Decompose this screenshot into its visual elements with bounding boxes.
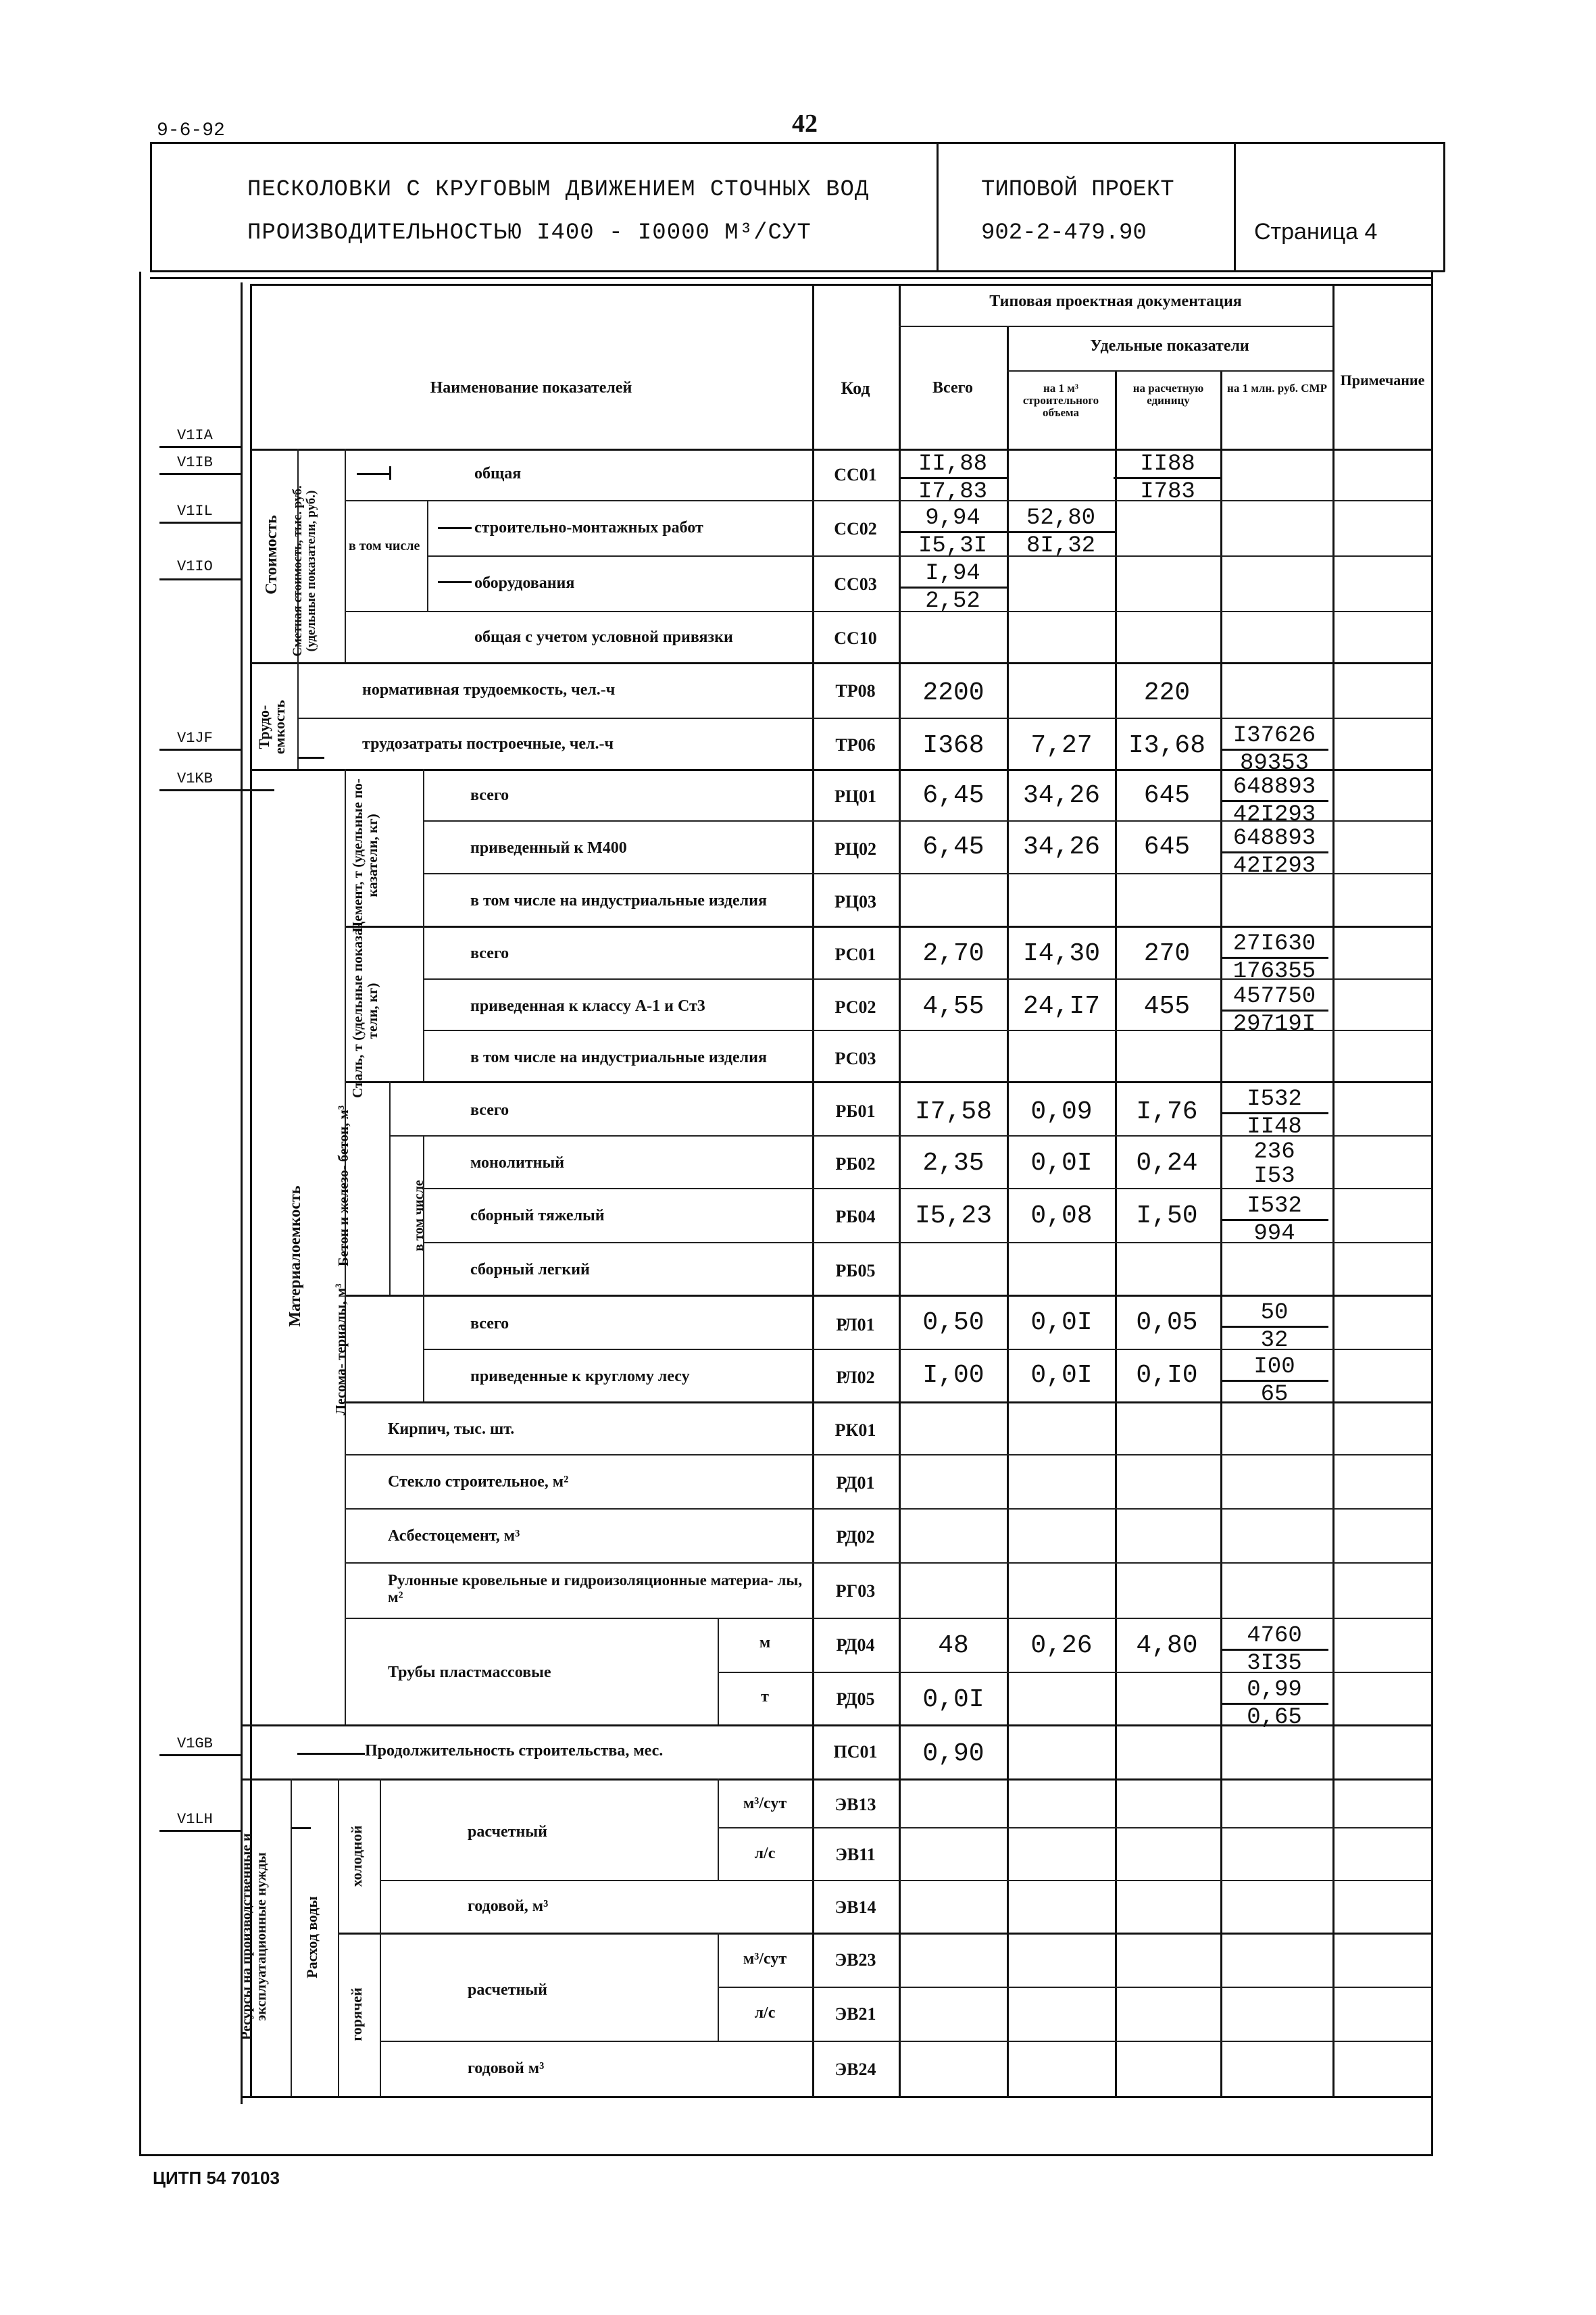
value-total: 0,90 <box>922 1739 984 1768</box>
group-estimate: Сметная стоимость, тыс. руб. (удельные показатели, руб.) <box>291 485 318 657</box>
group-cold: холодной <box>348 1825 365 1887</box>
value-per-unit: 220 <box>1143 678 1191 707</box>
row-label: Асбестоцемент, м³ <box>388 1527 520 1545</box>
row-code: РЦ01 <box>834 787 877 806</box>
row-label: всего <box>470 1101 509 1119</box>
row-label: нормативная трудоемкость, чел.-ч <box>362 681 616 699</box>
row-label: Трубы пластмассовые <box>388 1664 551 1681</box>
group-concrete: Бетон и железо- бетон, м³ <box>335 1105 351 1267</box>
margin-code: V1JF <box>177 730 213 747</box>
row-label: общая <box>474 465 522 482</box>
row-code: РС02 <box>834 997 876 1017</box>
value-per-unit: 4,80 <box>1136 1631 1198 1660</box>
row-code: СС03 <box>834 574 877 594</box>
header-note: Примечание <box>1340 372 1425 389</box>
value-per-unit: 0,24 <box>1136 1149 1198 1178</box>
value-fraction: $\frac{II88}{I783}$ <box>1114 453 1222 503</box>
row-code: ЭВ11 <box>835 1845 876 1864</box>
row-code: РЦ03 <box>834 892 877 912</box>
row-label: сборный тяжелый <box>470 1207 605 1224</box>
row-code: СС01 <box>834 465 877 484</box>
value-fraction: $\frac{I532}{II48}$ <box>1220 1088 1328 1139</box>
header-total: Всего <box>932 379 973 397</box>
row-label: расчетный <box>468 1981 547 1999</box>
page-number: 42 <box>792 109 818 138</box>
row-code: ЭВ23 <box>834 1950 876 1970</box>
header-per-m3: на 1 м³ строительного объема <box>1022 382 1099 419</box>
header-specific: Удельные показатели <box>1090 337 1249 355</box>
row-unit: м³/сут <box>743 1795 787 1812</box>
value-fraction: $\frac{I,94}{2,52}$ <box>899 562 1007 613</box>
value-total: 6,45 <box>922 832 984 862</box>
doc-title-line1: ПЕСКОЛОВКИ С КРУГОВЫМ ДВИЖЕНИЕМ СТОЧНЫХ ВОД <box>247 177 870 203</box>
project-number: 902-2-479.90 <box>981 220 1147 246</box>
margin-code: V1IO <box>177 558 213 575</box>
value-per-unit: 645 <box>1143 781 1191 810</box>
value-fraction: $\frac{9,94}{I5,3I}$ <box>899 507 1007 557</box>
row-unit: м <box>759 1634 771 1651</box>
row-label: трудозатраты построечные, чел.-ч <box>362 735 614 753</box>
group-water: Расход воды <box>303 1896 320 1978</box>
group-concrete-incl: в том числе <box>412 1180 426 1251</box>
row-code: РБ05 <box>835 1261 876 1280</box>
row-label: приведенный к М400 <box>470 839 627 857</box>
row-label: сборный легкий <box>470 1261 590 1278</box>
value-fraction: 236 I53 <box>1253 1139 1295 1189</box>
value-total: 2,35 <box>922 1149 984 1178</box>
value-per-m3: I4,30 <box>1022 939 1101 968</box>
row-code: ЭВ14 <box>834 1897 876 1917</box>
row-label: всего <box>470 945 509 962</box>
value-total: 0,50 <box>922 1308 984 1337</box>
value-total: 4,55 <box>922 992 984 1021</box>
value-per-m3: 0,0I <box>1030 1149 1093 1178</box>
group-wood: Лесома- териалы, м³ <box>332 1283 349 1416</box>
group-hot: горячей <box>348 1987 365 2041</box>
value-per-m3: 0,26 <box>1030 1631 1093 1660</box>
value-total: I,00 <box>922 1361 984 1390</box>
value-per-m3: 0,0I <box>1030 1361 1093 1390</box>
row-code: РЦ02 <box>834 839 877 859</box>
margin-code: V1GB <box>177 1735 213 1752</box>
row-label: приведенная к классу А-1 и Ст3 <box>470 997 705 1015</box>
row-code: РС03 <box>834 1049 876 1068</box>
margin-code: V1LH <box>177 1811 213 1828</box>
row-label: монолитный <box>470 1154 565 1172</box>
value-per-unit: 0,I0 <box>1136 1361 1198 1390</box>
value-total: I5,23 <box>914 1201 993 1230</box>
row-label: годовой м³ <box>468 2060 545 2077</box>
group-labor: Трудо- емкость <box>255 699 289 755</box>
row-label: Кирпич, тыс. шт. <box>388 1420 515 1438</box>
value-fraction: $\frac{I37626}{89353}$ <box>1220 724 1328 775</box>
value-per-unit: 0,05 <box>1136 1308 1198 1337</box>
row-label: всего <box>470 1315 509 1333</box>
header-per-unit: на расчетную единицу <box>1132 382 1204 407</box>
value-fraction: $\frac{648893}{42I293}$ <box>1220 776 1328 826</box>
value-fraction: $\frac{4760}{3I35}$ <box>1220 1624 1328 1675</box>
value-fraction: $\frac{I00}{65}$ <box>1220 1355 1328 1406</box>
row-code: РГ03 <box>835 1581 876 1601</box>
row-label: в том числе на индустриальные изделия <box>470 892 767 910</box>
project-label: ТИПОВОЙ ПРОЕКТ <box>981 177 1174 203</box>
value-per-m3: 0,09 <box>1030 1097 1093 1126</box>
doc-title-line2: ПРОИЗВОДИТЕЛЬНОСТЬЮ I400 - I0000 М³/СУТ <box>247 220 812 246</box>
group-material: Материалоемкость <box>286 1185 304 1327</box>
value-fraction: $\frac{27I630}{176355}$ <box>1220 932 1328 983</box>
row-code: РД02 <box>836 1527 875 1547</box>
row-label: строительно-монтажных работ <box>474 519 703 537</box>
row-label: Рулонные кровельные и гидроизоляционные материа- лы, м² <box>388 1572 803 1606</box>
row-code: РЛ01 <box>836 1315 875 1335</box>
value-total: I368 <box>922 731 984 760</box>
row-code: ЭВ13 <box>834 1795 876 1814</box>
value-total: 6,45 <box>922 781 984 810</box>
value-fraction: $\frac{0,99}{0,65}$ <box>1220 1678 1328 1729</box>
value-total: I7,58 <box>914 1097 993 1126</box>
header-name: Наименование показателей <box>430 379 632 397</box>
value-per-m3: 34,26 <box>1022 781 1101 810</box>
value-total: 2,70 <box>922 939 984 968</box>
value-total: 48 <box>938 1631 969 1660</box>
row-label: годовой, м³ <box>468 1897 549 1915</box>
row-label: в том числе на индустриальные изделия <box>470 1049 767 1066</box>
value-per-unit: 645 <box>1143 832 1191 862</box>
row-code: РК01 <box>834 1420 876 1440</box>
row-label: приведенные к круглому лесу <box>470 1368 690 1385</box>
row-code: ТР08 <box>835 681 876 701</box>
value-per-m3: 34,26 <box>1022 832 1101 862</box>
row-code: ЭВ24 <box>834 2060 876 2079</box>
value-per-unit: 455 <box>1143 992 1191 1021</box>
row-code: РБ04 <box>835 1207 876 1226</box>
value-per-m3: 0,08 <box>1030 1201 1093 1230</box>
row-code: РБ01 <box>835 1101 876 1121</box>
row-code: РД01 <box>836 1473 875 1493</box>
value-fraction: $\frac{457750}{29719I}$ <box>1220 985 1328 1036</box>
value-per-m3: 24,I7 <box>1022 992 1101 1021</box>
row-unit: т <box>761 1688 769 1706</box>
margin-code: V1KB <box>177 770 213 787</box>
row-code: РБ02 <box>835 1154 876 1174</box>
group-incl: в том числе <box>349 539 420 553</box>
header-code: Код <box>841 378 870 398</box>
value-fraction: $\frac{50}{32}$ <box>1220 1301 1328 1352</box>
row-code: ЭВ21 <box>834 2004 876 2024</box>
value-per-unit: I,50 <box>1136 1201 1198 1230</box>
row-code: ПС01 <box>833 1742 878 1762</box>
value-total: 0,0I <box>922 1685 984 1714</box>
header-typical-doc: Типовая проектная документация <box>989 293 1242 310</box>
value-total: 2200 <box>922 678 984 707</box>
series-number: 9-6-92 <box>157 120 225 141</box>
row-label: расчетный <box>468 1823 547 1841</box>
row-label: Продолжительность строительства, мес. <box>365 1742 664 1760</box>
value-per-m3: 0,0I <box>1030 1308 1093 1337</box>
value-fraction: $\frac{648893}{42I293}$ <box>1220 827 1328 878</box>
row-label: общая с учетом условной привязки <box>474 628 733 646</box>
row-unit: л/с <box>754 2004 776 2022</box>
group-steel: Сталь, т (удельные показа- тели, кг) <box>349 924 381 1098</box>
value-per-m3: 7,27 <box>1030 731 1093 760</box>
row-label: всего <box>470 787 509 804</box>
value-per-unit: I,76 <box>1136 1097 1198 1126</box>
margin-code: V1IB <box>177 454 213 471</box>
row-unit: л/с <box>754 1845 776 1862</box>
margin-code: V1IL <box>177 503 213 520</box>
page-label: Страница 4 <box>1254 219 1378 245</box>
value-fraction: $\frac{II,88}{I7,83}$ <box>899 453 1007 503</box>
margin-code: V1IA <box>177 427 213 444</box>
value-fraction: $\frac{I532}{994}$ <box>1220 1195 1328 1245</box>
value-per-unit: 270 <box>1143 939 1191 968</box>
row-code: ТР06 <box>835 735 876 755</box>
group-cement: Цемент, т (удельные по- казатели, кг) <box>349 778 381 932</box>
footer-stamp: ЦИТП 54 70103 <box>153 2168 280 2188</box>
row-code: РД05 <box>836 1689 875 1709</box>
row-code: РС01 <box>834 945 876 964</box>
row-code: РЛ02 <box>836 1368 875 1387</box>
group-resources: Ресурсы на производственные и эксплуатационные нужды <box>238 1833 270 2041</box>
row-code: СС02 <box>834 519 877 539</box>
value-per-unit: I3,68 <box>1128 731 1206 760</box>
row-unit: м³/сут <box>743 1950 787 1968</box>
row-label: Стекло строительное, м² <box>388 1473 569 1491</box>
group-cost: Стоимость <box>263 515 280 595</box>
row-code: СС10 <box>834 628 877 648</box>
header-per-mln: на 1 млн. руб. СМР <box>1227 382 1327 395</box>
row-code: РД04 <box>836 1635 875 1655</box>
value-fraction: $\frac{52,80}{8I,32}$ <box>1007 507 1115 557</box>
row-label: оборудования <box>474 574 575 592</box>
